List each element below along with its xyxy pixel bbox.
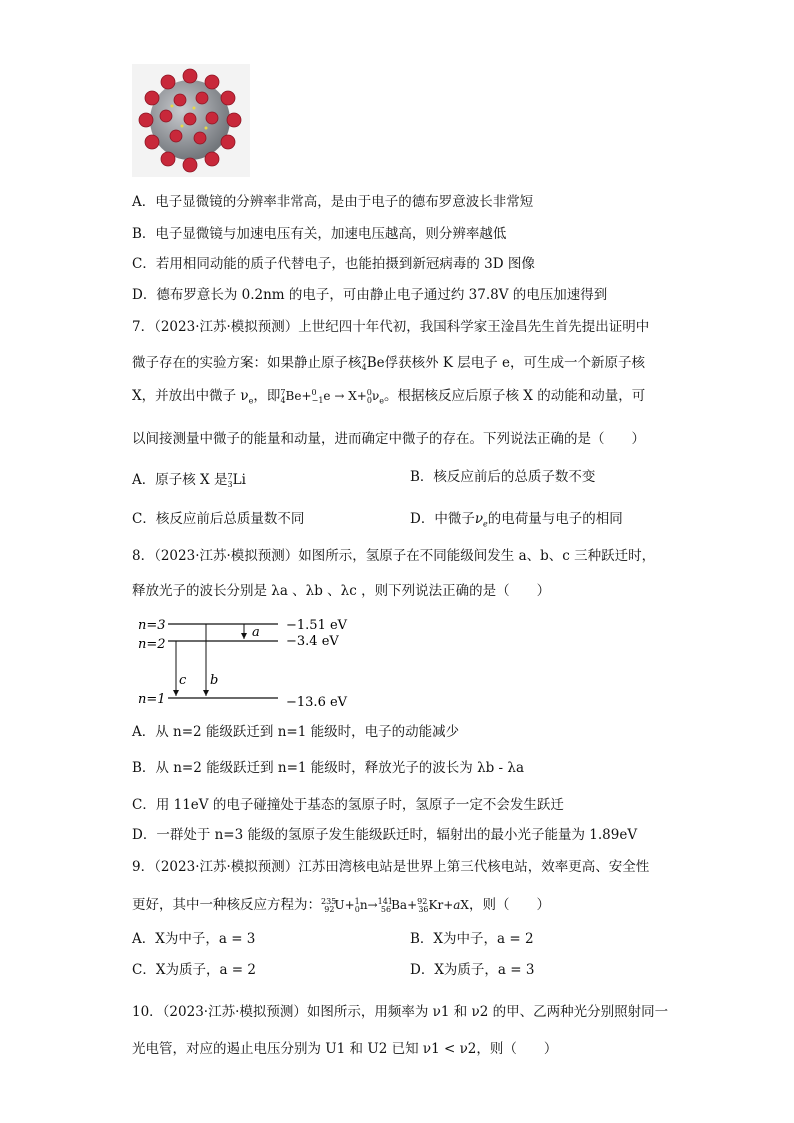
q10-stem-line2: 光电管，对应的遏止电压分别为 U1 和 U2 已知 ν1 < ν2，则（ ） (132, 1041, 558, 1057)
label-n1: n=1 (138, 692, 166, 707)
energy-level-diagram (136, 612, 356, 712)
transition-c-label: c (179, 673, 187, 688)
q6-option-b: B．电子显微镜与加速电压有关，加速电压越高，则分辨率越低 (132, 226, 507, 242)
transition-b-label: b (210, 673, 219, 688)
q6-option-d: D．德布罗意长为 0.2nm 的电子，可由静止电子通过约 37.8V 的电压加速得到 (132, 287, 608, 303)
energy-e3: −1.51 eV (286, 618, 348, 633)
q9-stem-line2: 更好，其中一种核反应方程为：$^{235}_{92}$U+$^1_0$n→$^{141}_{56}$Ba+$^{92}_{36}$Kr+aX，则（ ） (132, 893, 550, 919)
q7-equation: $^7_4Be+^0_{-1}e \to X+^0_0\nu_e$ (280, 388, 385, 406)
q6-option-a: A．电子显微镜的分辨率非常高，是由于电子的德布罗意波长非常短 (132, 194, 534, 210)
energy-e1: −13.6 eV (286, 695, 348, 710)
q7-stem-line4: 以间接测量中微子的能量和动量，进而确定中微子的存在。下列说法正确的是（ ） (132, 431, 645, 447)
energy-e2: −3.4 eV (286, 634, 339, 649)
q9-option-d: D．X为质子，a = 3 (410, 962, 535, 978)
q8-stem-line1: 8．（2023·江苏·模拟预测）如图所示，氢原子在不同能级间发生 a、b、c 三种跃迁时， (132, 548, 656, 564)
q8-stem-line2: 释放光子的波长分别是 λa 、λb 、λc ，则下列说法正确的是（ ） (132, 583, 551, 599)
q9-stem-line1: 9．（2023·江苏·模拟预测）江苏田湾核电站是世界上第三代核电站，效率更高、安全性 (132, 859, 650, 875)
q9-option-a: A．X为中子，a = 3 (132, 931, 256, 947)
q8-option-b: B．从 n=2 能级跃迁到 n=1 能级时，释放光子的波长为 λb - λa (132, 760, 525, 776)
q7-stem-line2: 微子存在的实验方案：如果静止原子核$^7_4$Be俘获核外 K 层电子 e，可生成一个新原子核 (132, 355, 646, 373)
q8-option-d: D．一群处于 n=3 能级的氢原子发生能级跃迁时，辐射出的最小光子能量为 1.89eV (132, 827, 638, 843)
q7-option-a: A．原子核 X 是$^7_3$Li (132, 472, 246, 490)
q10-stem-line1: 10．（2023·江苏·模拟预测）如图所示，用频率为 ν1 和 ν2 的甲、乙两种光分别照射同一 (132, 1004, 669, 1020)
q7-option-b: B．核反应前后的总质子数不变 (410, 469, 596, 485)
label-n3: n=3 (138, 618, 166, 633)
q8-option-c: C．用 11eV 的电子碰撞处于基态的氢原子时，氢原子一定不会发生跃迁 (132, 797, 564, 813)
q9-equation: $^{235}_{92}$U+$^1_0$n→$^{141}_{56}$Ba+$^{92}_{36}$Kr+aX (321, 897, 469, 915)
q7-option-d: D．中微子$\nu_e$的电荷量与电子的相同 (410, 511, 623, 529)
label-n2: n=2 (138, 637, 166, 652)
coronavirus-image (132, 64, 250, 177)
q7-stem-line1: 7．（2023·江苏·模拟预测）上世纪四十年代初，我国科学家王淦昌先生首先提出证明中 (132, 319, 650, 335)
q9-option-b: B．X为中子，a = 2 (410, 931, 534, 947)
q9-option-c: C．X为质子，a = 2 (132, 962, 256, 978)
q8-option-a: A．从 n=2 能级跃迁到 n=1 能级时，电子的动能减少 (132, 724, 460, 740)
q7-option-c: C．核反应前后总质量数不同 (132, 511, 305, 527)
q7-stem-line3: X，并放出中微子 $\nu_e$，即$^7_4Be+^0_{-1}e \to X+^0_0\nu_e$。根据核反应后原子核 X 的动能和动量，可 (132, 384, 645, 411)
q6-option-c: C．若用相同动能的质子代替电子，也能拍摄到新冠病毒的 3D 图像 (132, 256, 535, 272)
transition-a-label: a (252, 625, 260, 640)
